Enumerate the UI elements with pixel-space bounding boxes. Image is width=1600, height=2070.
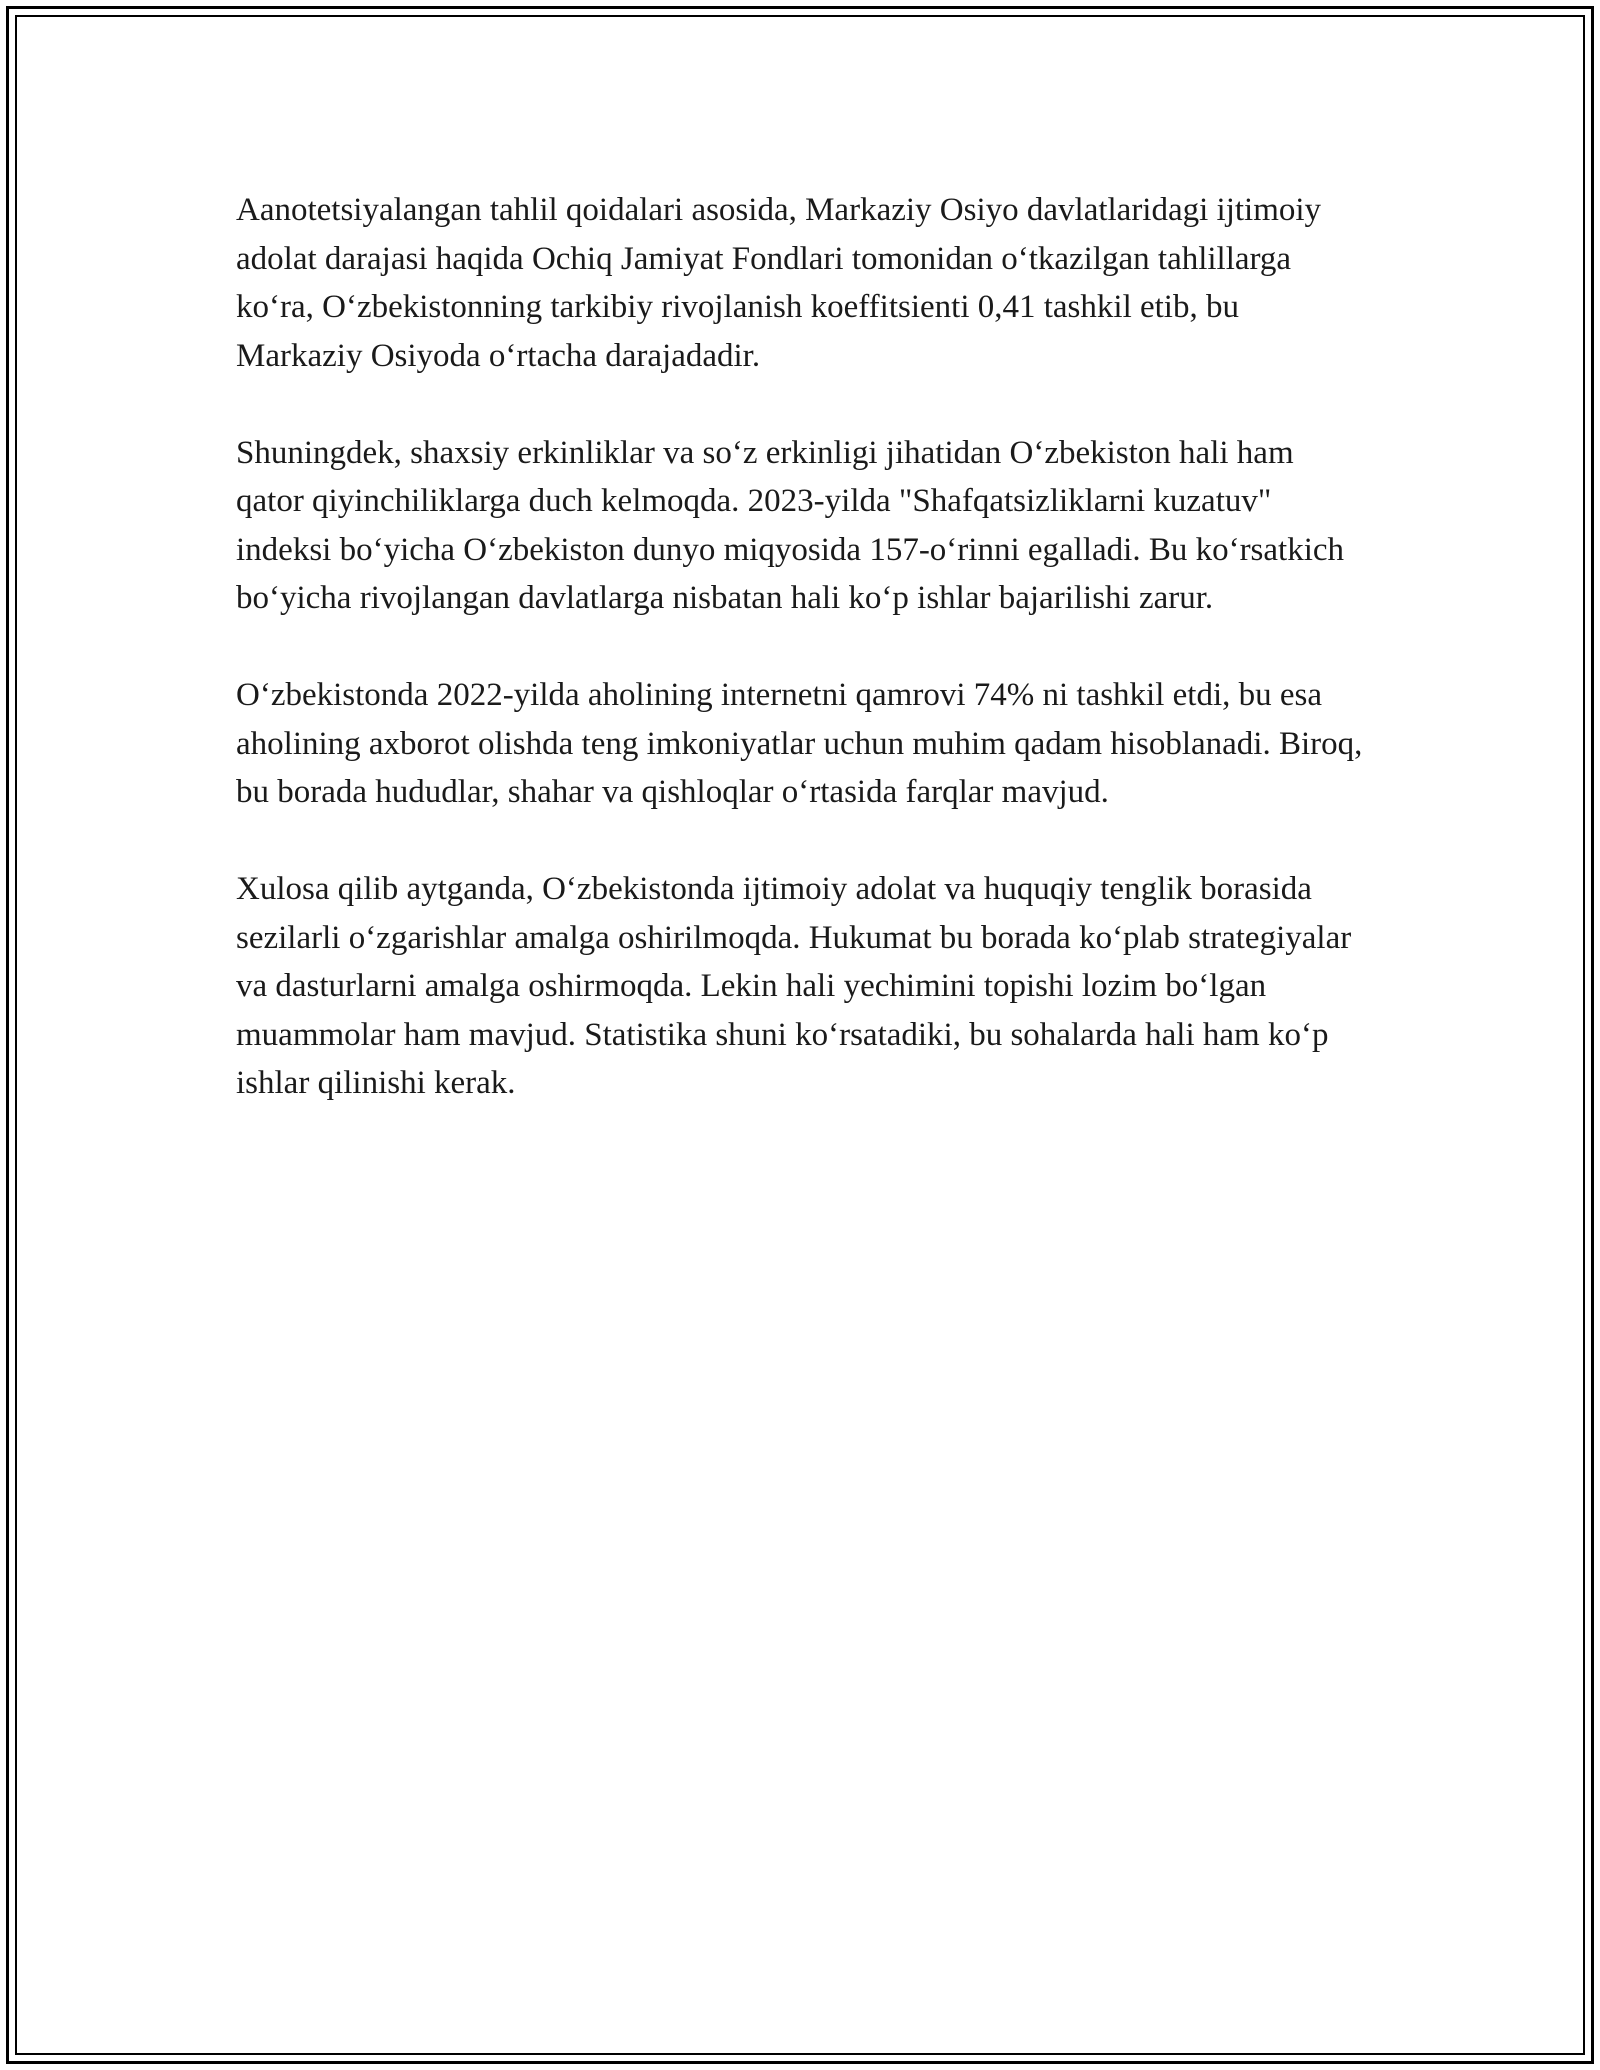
document-body (236, 186, 1366, 1156)
paragraph-conclusion: Xulosa qilib aytganda, O‘zbekistonda ijtimoiy adolat va huquqiy tenglik borasida sezilarli o‘zgarishlar amalga oshirilmoqda. Hukumat bu borada ko‘plab strategiyalar va dasturlarni amalga oshirmoqda. Lekin hali yechimini topishi lozim bo‘lgan muammolar ham mavjud. Statistika shuni ko‘rsatadiki, bu sohalarda hali ham ko‘p ishlar qilinishi kerak. (236, 871, 1352, 1101)
paragraph-freedoms: Shuningdek, shaxsiy erkinliklar va so‘z erkinligi jihatidan O‘zbekiston hali ham qator qiyinchiliklarga duch kelmoqda. 2023-yilda "Shafqatsizliklarni kuzatuv" indeksi bo‘yicha O‘zbekiston dunyo miqyosida 157-o‘rinni egalladi. Bu ko‘rsatkich bo‘yicha rivojlangan davlatlarga nisbatan hali ko‘p ishlar bajarilishi zarur. (236, 434, 1345, 616)
paragraph-intro: Aanotetsiyalangan tahlil qoidalari asosida, Markaziy Osiyo davlatlaridagi ijtimoiy adolat darajasi haqida Ochiq Jamiyat Fondlari tomonidan o‘tkazilgan tahlillarga ko‘ra, O‘zbekistonning tarkibiy rivojlanish koeffitsienti 0,41 tashkil etib, bu Markaziy Osiyoda o‘rtacha darajadadir. (236, 192, 1322, 374)
paragraph-internet: O‘zbekistonda 2022-yilda aholining internetni qamrovi 74% ni tashkil etdi, bu esa aholining axborot olishda teng imkoniyatlar uchun muhim qadam hisoblanadi. Biroq, bu borada hududlar, shahar va qishloqlar o‘rtasida farqlar mavjud. (236, 677, 1363, 810)
